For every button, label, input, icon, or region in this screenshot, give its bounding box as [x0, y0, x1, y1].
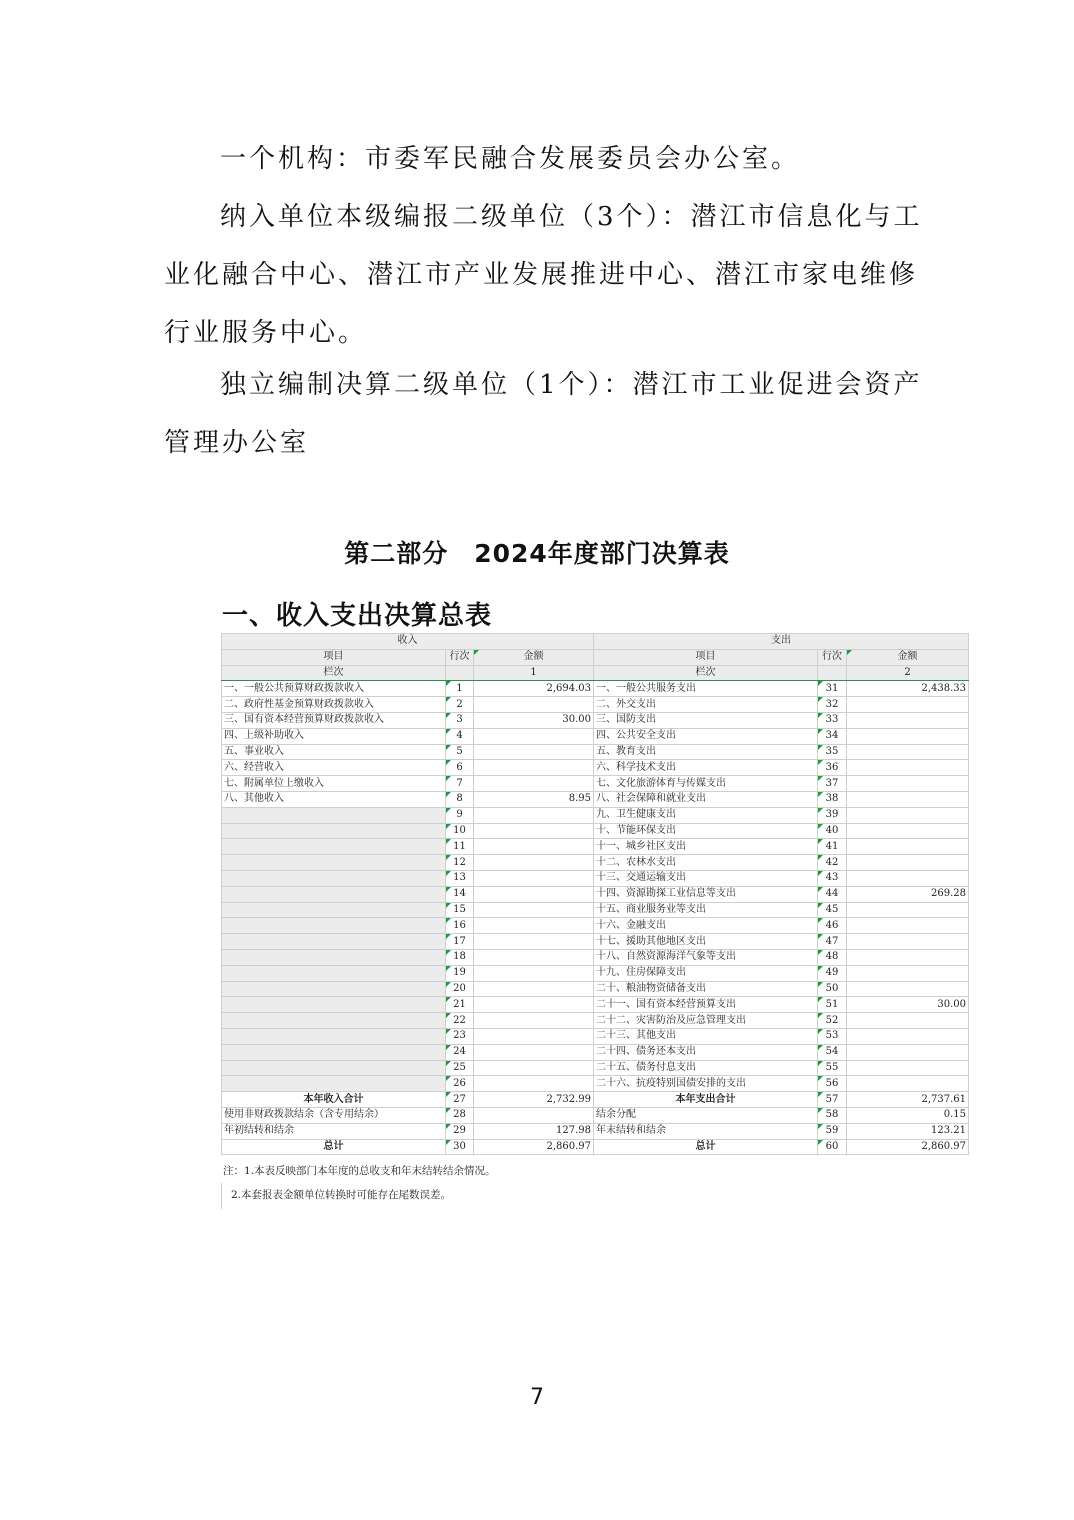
page-number: 7: [530, 1385, 544, 1410]
income-line-no: 15: [446, 902, 474, 918]
income-line-no: 3: [446, 712, 474, 728]
income-lanci-label: 栏次: [222, 665, 446, 681]
income-item: [222, 839, 446, 855]
table-title: 一、收入支出决算总表: [222, 601, 493, 631]
income-line-no: 8: [446, 791, 474, 807]
income-amount: [474, 1013, 594, 1029]
expense-amount: [847, 855, 969, 871]
income-line-no: 14: [446, 886, 474, 902]
income-amount: [474, 697, 594, 713]
paragraph-institution: [164, 130, 924, 188]
income-amount: [474, 918, 594, 934]
expense-amount: [847, 1028, 969, 1044]
income-line-no: 16: [446, 918, 474, 934]
expense-amount: [847, 1044, 969, 1060]
income-amount: [474, 776, 594, 792]
income-lanci-no: 1: [474, 665, 594, 681]
expense-line-header: 行次: [818, 649, 847, 665]
expense-item: 二十、粮油物资储备支出: [594, 981, 818, 997]
table-row: [222, 934, 969, 950]
expense-amount: [847, 807, 969, 823]
income-amount: [474, 902, 594, 918]
income-line-no: 17: [446, 934, 474, 950]
income-amount: [474, 728, 594, 744]
income-item: [222, 870, 446, 886]
expense-line-no: 49: [818, 965, 847, 981]
table-row: [222, 807, 969, 823]
income-amount: [474, 1076, 594, 1092]
expense-item: 七、文化旅游体育与传媒支出: [594, 776, 818, 792]
income-item: 七、附属单位上缴收入: [222, 776, 446, 792]
income-line-header: 行次: [446, 649, 474, 665]
table-row: [222, 918, 969, 934]
table-row: [222, 791, 969, 807]
income-amount: [474, 1044, 594, 1060]
table-row: [222, 839, 969, 855]
income-line-no: 25: [446, 1060, 474, 1076]
income-lanci-blank: [446, 665, 474, 681]
income-line-no: 20: [446, 981, 474, 997]
table-row: [222, 728, 969, 744]
expense-amount: 2,438.33: [847, 681, 969, 697]
income-line-no: 23: [446, 1028, 474, 1044]
income-item: [222, 902, 446, 918]
income-summary-item: 年初结转和结余: [222, 1123, 446, 1139]
income-item: [222, 981, 446, 997]
expense-amount: [847, 823, 969, 839]
income-amount: [474, 760, 594, 776]
income-amount: [474, 855, 594, 871]
expense-amount: 2,860.97: [847, 1139, 969, 1155]
income-item: [222, 949, 446, 965]
header-row-columns: [222, 649, 969, 665]
income-amount: 127.98: [474, 1123, 594, 1139]
income-item: [222, 918, 446, 934]
income-item: [222, 823, 446, 839]
expense-line-no: 58: [818, 1107, 847, 1123]
income-item: [222, 886, 446, 902]
table-row: [222, 981, 969, 997]
expense-item: 二十三、其他支出: [594, 1028, 818, 1044]
expense-line-no: 44: [818, 886, 847, 902]
income-amount: 8.95: [474, 791, 594, 807]
income-line-no: 21: [446, 997, 474, 1013]
expense-line-no: 53: [818, 1028, 847, 1044]
table-row: [222, 1013, 969, 1029]
expense-line-no: 52: [818, 1013, 847, 1029]
expense-line-no: 37: [818, 776, 847, 792]
income-amount: [474, 823, 594, 839]
paragraph-2: 纳入单位本级编报二级单位（3个）：潜江市信息化与工业化融合中心、潜江市产业发展推进中心、潜江市家电维修行业服务中心。: [164, 202, 923, 348]
expense-item: 十一、城乡社区支出: [594, 839, 818, 855]
income-line-no: 28: [446, 1107, 474, 1123]
income-line-no: 10: [446, 823, 474, 839]
expense-line-no: 47: [818, 934, 847, 950]
income-line-no: 26: [446, 1076, 474, 1092]
income-amount: [474, 1060, 594, 1076]
expense-item: 十六、金融支出: [594, 918, 818, 934]
income-amount-header: 金额: [474, 649, 594, 665]
expense-item: 二十五、债务付息支出: [594, 1060, 818, 1076]
income-item: 一、一般公共预算财政拨款收入: [222, 681, 446, 697]
table-row: [222, 997, 969, 1013]
table-row: [222, 823, 969, 839]
expense-item-header: 项目: [594, 649, 818, 665]
expense-amount: [847, 1076, 969, 1092]
expense-item: 九、卫生健康支出: [594, 807, 818, 823]
income-line-no: 6: [446, 760, 474, 776]
income-line-no: 30: [446, 1139, 474, 1155]
header-row-sections: [222, 634, 969, 650]
income-line-no: 4: [446, 728, 474, 744]
expense-summary-item: 本年支出合计: [594, 1092, 818, 1108]
expense-amount: [847, 744, 969, 760]
expense-item: 五、教育支出: [594, 744, 818, 760]
income-line-no: 2: [446, 697, 474, 713]
summary-row: [222, 1139, 969, 1155]
table-row: [222, 1028, 969, 1044]
income-amount: [474, 807, 594, 823]
expense-amount: [847, 712, 969, 728]
expense-amount-header: 金额: [847, 649, 969, 665]
income-item: 八、其他收入: [222, 791, 446, 807]
paragraph-independent: [164, 356, 924, 472]
expense-line-no: 48: [818, 949, 847, 965]
summary-row: [222, 1092, 969, 1108]
expense-amount: [847, 949, 969, 965]
paragraph-3: 独立编制决算二级单位（1个）：潜江市工业促进会资产管理办公室: [164, 370, 923, 458]
income-line-no: 5: [446, 744, 474, 760]
expense-amount: [847, 697, 969, 713]
income-line-no: 11: [446, 839, 474, 855]
income-line-no: 18: [446, 949, 474, 965]
income-amount: [474, 997, 594, 1013]
table-row: [222, 712, 969, 728]
expense-amount: 123.21: [847, 1123, 969, 1139]
expense-line-no: 41: [818, 839, 847, 855]
expense-line-no: 51: [818, 997, 847, 1013]
expense-summary-item: 结余分配: [594, 1107, 818, 1123]
expense-item: 十九、住房保障支出: [594, 965, 818, 981]
income-item: [222, 1060, 446, 1076]
expense-amount: [847, 918, 969, 934]
table-row: [222, 949, 969, 965]
income-item: 四、上级补助收入: [222, 728, 446, 744]
income-line-no: 12: [446, 855, 474, 871]
section-title: 第二部分 2024年度部门决算表: [344, 539, 730, 568]
income-amount: [474, 1028, 594, 1044]
table-row: [222, 1076, 969, 1092]
income-item: 五、事业收入: [222, 744, 446, 760]
summary-row: [222, 1123, 969, 1139]
table-row: [222, 744, 969, 760]
expense-item: 十五、商业服务业等支出: [594, 902, 818, 918]
expense-line-no: 39: [818, 807, 847, 823]
expense-amount: [847, 870, 969, 886]
table-row: [222, 697, 969, 713]
income-line-no: 29: [446, 1123, 474, 1139]
income-item: [222, 1044, 446, 1060]
expense-summary-item: 年末结转和结余: [594, 1123, 818, 1139]
expense-line-no: 40: [818, 823, 847, 839]
expense-item: 四、公共安全支出: [594, 728, 818, 744]
income-summary-item: 使用非财政拨款结余（含专用结余）: [222, 1107, 446, 1123]
table-row: [222, 902, 969, 918]
income-amount: [474, 981, 594, 997]
income-expense-table: [221, 633, 969, 1155]
expense-line-no: 43: [818, 870, 847, 886]
table-body: [222, 634, 969, 1155]
income-item: [222, 934, 446, 950]
income-header: 收入: [222, 634, 594, 650]
expense-amount: [847, 981, 969, 997]
income-summary-item: 本年收入合计: [222, 1092, 446, 1108]
expense-amount: [847, 776, 969, 792]
expense-line-no: 46: [818, 918, 847, 934]
table-row: [222, 870, 969, 886]
table-row: [222, 965, 969, 981]
income-item: 二、政府性基金预算财政拨款收入: [222, 697, 446, 713]
expense-summary-item: 总计: [594, 1139, 818, 1155]
income-amount: [474, 965, 594, 981]
paragraph-1: 一个机构：市委军民融合发展委员会办公室。: [220, 144, 801, 174]
income-item: [222, 997, 446, 1013]
income-line-no: 7: [446, 776, 474, 792]
expense-item: 十、节能环保支出: [594, 823, 818, 839]
income-amount: 2,860.97: [474, 1139, 594, 1155]
expense-amount: [847, 791, 969, 807]
income-amount: 2,694.03: [474, 681, 594, 697]
income-line-no: 1: [446, 681, 474, 697]
expense-amount: [847, 934, 969, 950]
expense-line-no: 60: [818, 1139, 847, 1155]
income-line-no: 19: [446, 965, 474, 981]
income-item: [222, 1013, 446, 1029]
expense-amount: [847, 1013, 969, 1029]
expense-amount: [847, 902, 969, 918]
income-amount: [474, 886, 594, 902]
expense-line-no: 59: [818, 1123, 847, 1139]
expense-amount: 269.28: [847, 886, 969, 902]
income-item: [222, 1028, 446, 1044]
expense-line-no: 54: [818, 1044, 847, 1060]
budget-summary-sheet: [221, 633, 969, 1209]
expense-item: 十三、交通运输支出: [594, 870, 818, 886]
expense-line-no: 42: [818, 855, 847, 871]
income-item: [222, 807, 446, 823]
income-line-no: 27: [446, 1092, 474, 1108]
expense-item: 十四、资源勘探工业信息等支出: [594, 886, 818, 902]
note-divider: [221, 1183, 222, 1209]
expense-item: 二十一、国有资本经营预算支出: [594, 997, 818, 1013]
expense-item: 一、一般公共服务支出: [594, 681, 818, 697]
income-item: [222, 855, 446, 871]
table-row: [222, 1044, 969, 1060]
expense-line-no: 36: [818, 760, 847, 776]
income-amount: [474, 1107, 594, 1123]
table-row: [222, 776, 969, 792]
expense-amount: [847, 760, 969, 776]
income-line-no: 9: [446, 807, 474, 823]
expense-amount: 0.15: [847, 1107, 969, 1123]
expense-line-no: 34: [818, 728, 847, 744]
income-amount: [474, 744, 594, 760]
expense-item: 十二、农林水支出: [594, 855, 818, 871]
note-2: 2.本套报表金额单位转换时可能存在尾数误差。: [231, 1189, 452, 1201]
note-1: 注：1.本表反映部门本年度的总收支和年末结转结余情况。: [223, 1165, 496, 1177]
table-row: [222, 886, 969, 902]
expense-line-no: 50: [818, 981, 847, 997]
income-amount: 2,732.99: [474, 1092, 594, 1108]
table-row: [222, 760, 969, 776]
table-row: [222, 1060, 969, 1076]
expense-amount: 2,737.61: [847, 1092, 969, 1108]
expense-line-no: 56: [818, 1076, 847, 1092]
income-item-header: 项目: [222, 649, 446, 665]
table-row: [222, 681, 969, 697]
income-amount: [474, 870, 594, 886]
expense-line-no: 38: [818, 791, 847, 807]
income-amount: [474, 839, 594, 855]
expense-item: 十七、援助其他地区支出: [594, 934, 818, 950]
income-line-no: 13: [446, 870, 474, 886]
expense-item: 二十二、灾害防治及应急管理支出: [594, 1013, 818, 1029]
expense-item: 八、社会保障和就业支出: [594, 791, 818, 807]
expense-line-no: 55: [818, 1060, 847, 1076]
expense-lanci-no: 2: [847, 665, 969, 681]
expense-amount: [847, 965, 969, 981]
expense-line-no: 35: [818, 744, 847, 760]
income-item: 六、经营收入: [222, 760, 446, 776]
expense-amount: [847, 839, 969, 855]
header-row-lanci: [222, 665, 969, 681]
expense-line-no: 32: [818, 697, 847, 713]
income-item: [222, 965, 446, 981]
expense-amount: 30.00: [847, 997, 969, 1013]
income-amount: [474, 934, 594, 950]
expense-line-no: 45: [818, 902, 847, 918]
income-line-no: 24: [446, 1044, 474, 1060]
paragraph-units: [164, 188, 924, 362]
summary-row: [222, 1107, 969, 1123]
expense-item: 三、国防支出: [594, 712, 818, 728]
expense-line-no: 33: [818, 712, 847, 728]
income-amount: [474, 949, 594, 965]
expense-item: 十八、自然资源海洋气象等支出: [594, 949, 818, 965]
expense-amount: [847, 1060, 969, 1076]
expense-amount: [847, 728, 969, 744]
expense-header: 支出: [594, 634, 969, 650]
income-item: [222, 1076, 446, 1092]
expense-item: 二十六、抗疫特别国债安排的支出: [594, 1076, 818, 1092]
expense-lanci-blank: [818, 665, 847, 681]
income-summary-item: 总计: [222, 1139, 446, 1155]
income-amount: 30.00: [474, 712, 594, 728]
expense-item: 六、科学技术支出: [594, 760, 818, 776]
expense-line-no: 57: [818, 1092, 847, 1108]
income-line-no: 22: [446, 1013, 474, 1029]
expense-line-no: 31: [818, 681, 847, 697]
income-item: 三、国有资本经营预算财政拨款收入: [222, 712, 446, 728]
table-row: [222, 855, 969, 871]
expense-lanci-label: 栏次: [594, 665, 818, 681]
expense-item: 二、外交支出: [594, 697, 818, 713]
expense-item: 二十四、债务还本支出: [594, 1044, 818, 1060]
